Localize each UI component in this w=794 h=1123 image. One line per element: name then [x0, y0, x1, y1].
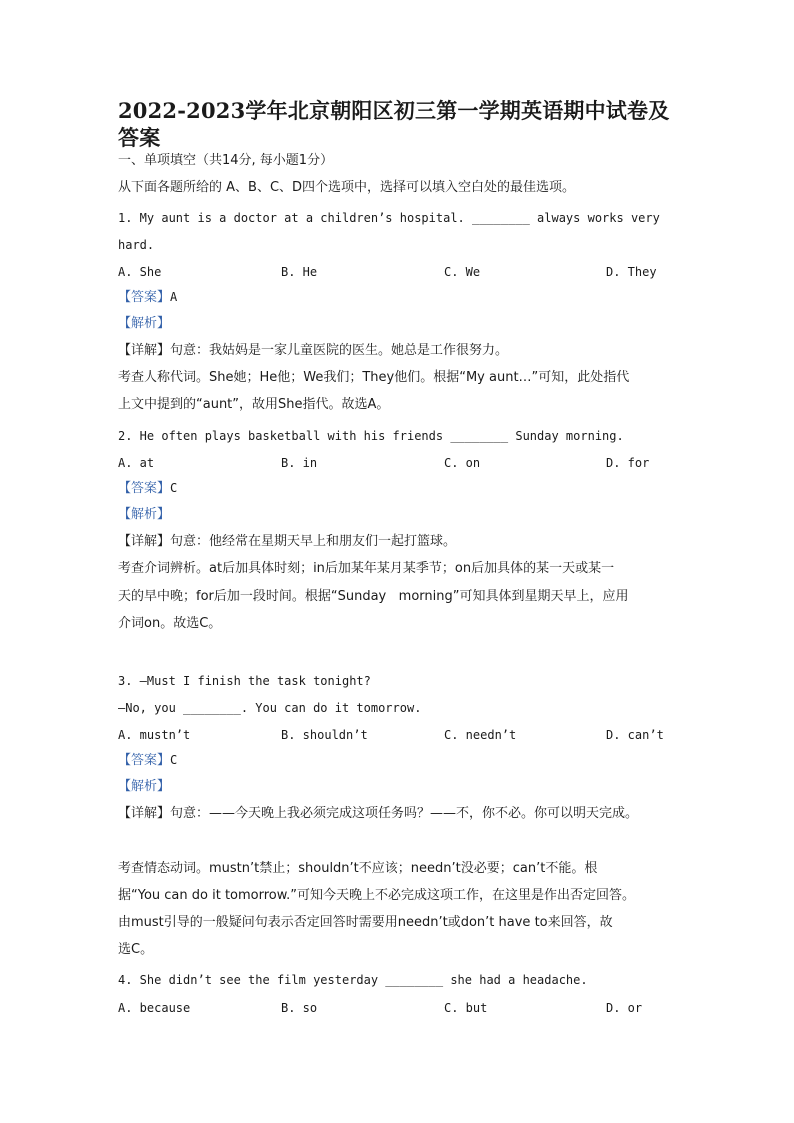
q1-answer: A	[170, 290, 178, 304]
q1-stem-line2: hard.	[118, 238, 155, 252]
section-instruction: 从下面各题所给的 A、B、C、D四个选项中，选择可以填入空白处的最佳选项。	[118, 180, 576, 195]
q1-detail-row	[118, 342, 508, 360]
q4-stem-line1: 4. She didn’t see the film yesterday ________ she had a headache.	[118, 973, 588, 987]
q2-detail: 句意：他经常在星期天早上和朋友们一起打篮球。	[170, 534, 457, 549]
detail-label: 【详解】	[118, 343, 171, 358]
q1-analysis-label: 【解析】	[118, 316, 171, 331]
q2-answer-row	[118, 479, 177, 498]
q3-answer-row	[118, 751, 177, 770]
q3-option-d: D. can’t	[606, 728, 664, 742]
q3-explain-line3: 由must引导的一般疑问句表示否定回答时需要用needn’t或don’t have to来回答，故	[118, 915, 613, 930]
q1-explain-line1: 考查人称代词。She她；He他；We我们；They他们。根据“My aunt…”可知，此处指代	[118, 370, 630, 385]
q1-option-b: B. He	[281, 265, 318, 279]
detail-label: 【详解】	[118, 534, 171, 549]
q3-detail-row	[118, 805, 638, 823]
q2-explain-line1: 考查介词辨析。at后加具体时刻；in后加某年某月某季节；on后加具体的某一天或某一	[118, 561, 615, 576]
q2-analysis-label: 【解析】	[118, 507, 171, 522]
q4-option-d: D. or	[606, 1001, 643, 1015]
q3-analysis-label: 【解析】	[118, 779, 171, 794]
answer-label: 【答案】	[118, 753, 171, 768]
q3-explain-line4: 选C。	[118, 942, 154, 957]
q3-stem-line2: —No, you ________. You can do it tomorrow.	[118, 701, 422, 715]
q3-stem-line1: 3. —Must I finish the task tonight?	[118, 674, 371, 688]
q1-stem-line1: 1. My aunt is a doctor at a children’s hospital. ________ always works very	[118, 211, 660, 225]
q3-option-a: A. mustn’t	[118, 728, 191, 742]
q1-option-d: D. They	[606, 265, 657, 279]
q2-option-d: D. for	[606, 456, 650, 470]
q3-option-b: B. shouldn’t	[281, 728, 368, 742]
q1-detail: 句意：我姑妈是一家儿童医院的医生。她总是工作很努力。	[170, 343, 509, 358]
q3-explain-line1: 考查情态动词。mustn’t禁止；shouldn’t不应该；needn’t没必要；can’t不能。根	[118, 861, 598, 876]
q1-answer-row	[118, 288, 177, 307]
q1-explain-line2: 上文中提到的“aunt”，故用She指代。故选A。	[118, 397, 390, 412]
document-title: 2022-2023学年北京朝阳区初三第一学期英语期中试卷及答案	[118, 98, 670, 150]
section-heading: 一、单项填空（共14分, 每小题1分）	[118, 153, 334, 168]
q4-option-b: B. so	[281, 1001, 318, 1015]
q2-option-c: C. on	[444, 456, 481, 470]
answer-label: 【答案】	[118, 290, 171, 305]
q2-answer: C	[170, 481, 178, 495]
q4-option-a: A. because	[118, 1001, 191, 1015]
q2-option-b: B. in	[281, 456, 318, 470]
q2-stem-line1: 2. He often plays basketball with his friends ________ Sunday morning.	[118, 429, 624, 443]
q3-option-c: C. needn’t	[444, 728, 517, 742]
q1-option-c: C. We	[444, 265, 481, 279]
q2-detail-row	[118, 533, 456, 551]
answer-label: 【答案】	[118, 481, 171, 496]
q3-answer: C	[170, 753, 178, 767]
q4-option-c: C. but	[444, 1001, 488, 1015]
q2-explain-line2: 天的早中晚；for后加一段时间。根据“Sunday morning”可知具体到星期天早上，应用	[118, 589, 629, 604]
detail-label: 【详解】	[118, 806, 171, 821]
q3-detail: 句意：——今天晚上我必须完成这项任务吗？——不，你不必。你可以明天完成。	[170, 806, 639, 821]
q1-option-a: A. She	[118, 265, 162, 279]
q3-explain-line2: 据“You can do it tomorrow.”可知今天晚上不必完成这项工作，在这里是作出否定回答。	[118, 888, 636, 903]
q2-explain-line3: 介词on。故选C。	[118, 616, 222, 631]
q2-option-a: A. at	[118, 456, 155, 470]
